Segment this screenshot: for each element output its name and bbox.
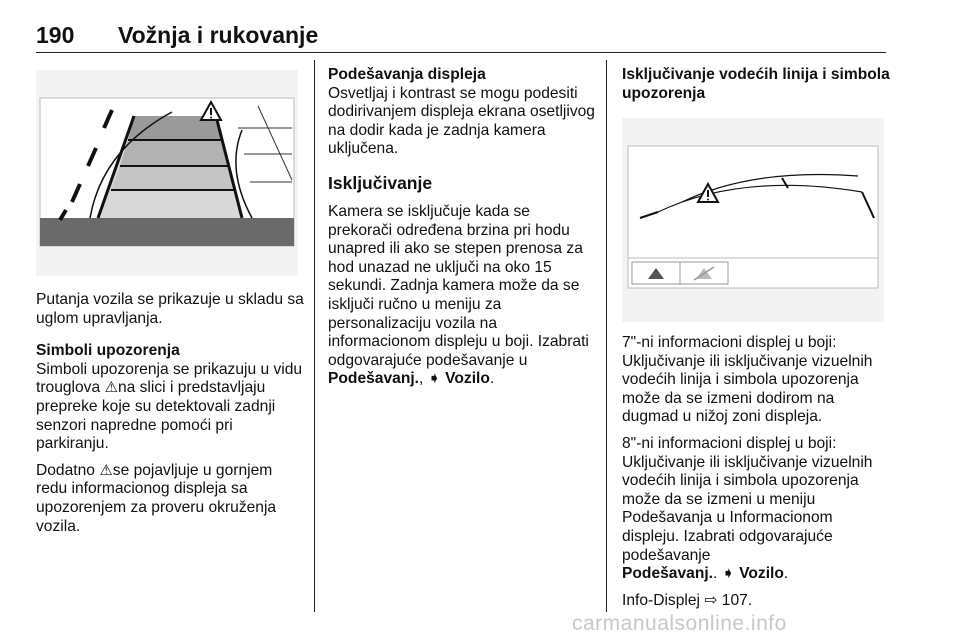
chapter-title: Vožnja i rukovanje	[118, 22, 319, 48]
column-3-body	[622, 334, 890, 618]
menu-arrow-icon: ➧	[721, 565, 735, 583]
menu-arrow-icon: ➧	[427, 370, 441, 388]
menu-end: .	[783, 565, 789, 583]
guidelines-off-button-icon	[680, 262, 728, 284]
watermark: carmanualsonline.info	[572, 612, 787, 635]
menu-separator: ,	[419, 370, 424, 388]
column-1	[36, 291, 304, 544]
guidelines-on-button-icon	[632, 262, 680, 284]
column-divider-2	[606, 60, 607, 612]
menu-vehicle-label: Vozilo	[739, 565, 784, 583]
switch-off-paragraph	[328, 203, 596, 389]
guidelines-heading: Isključivanje vodećih linija i simbola upozorenja	[622, 66, 890, 102]
warning-text-b: na slici i predstavljaju prepreke koje su detektovali zadnji senzori napredne pomoći pri parkiranju.	[36, 379, 276, 453]
display-settings-paragraph	[328, 66, 596, 159]
warning-symbols-paragraph	[36, 342, 304, 454]
reference-paragraph	[622, 592, 890, 611]
display-settings-text: Osvetljaj i kontrast se mogu podesiti dodirivanjem displeja ekrana osetljivog na dodir kada je zadnja kamera uključena.	[328, 84, 595, 158]
display-8in-text: 8"-ni informacioni displej u boji: Uključivanje ili isključivanje vizuelnih vodećih linija i simbola upozorenja može da se izmeni u meniju Podešavanja u Informacionom displeju. Izabrati odgovarajuće podešavanje	[622, 434, 873, 564]
column-2	[328, 66, 596, 397]
menu-settings-label: Podešavanj.	[328, 370, 420, 388]
display-7in-paragraph: 7"-ni informacioni displej u boji: Uključivanje ili isključivanje vizuelnih vodećih linija i simbola upozorenja može da se izmeni dodirom na dugmad u nižoj zoni displeja.	[622, 334, 873, 426]
column-divider-1	[314, 60, 315, 612]
menu-separator: .	[713, 565, 718, 583]
page-number: 190	[36, 22, 75, 48]
menu-end: .	[489, 370, 495, 388]
switch-off-heading: Isključivanje	[328, 172, 433, 193]
page-header	[36, 22, 886, 52]
menu-vehicle-label: Vozilo	[445, 370, 490, 388]
display-8in-paragraph	[622, 435, 890, 584]
additional-text-a: Dodatno	[36, 461, 95, 479]
reference-page: 107.	[721, 591, 753, 609]
warning-text-a: Simboli upozorenja se prikazuju u vidu trouglova	[36, 360, 303, 397]
header-divider	[36, 52, 886, 53]
rear-camera-view-figure	[36, 70, 298, 276]
figure-caption: Putanja vozila se prikazuje u skladu sa uglom upravljanja.	[36, 291, 304, 327]
warning-triangle-icon: ⚠	[104, 379, 118, 397]
warning-triangle-icon: ⚠	[99, 461, 113, 479]
reference-label: Info-Displej	[622, 591, 700, 609]
additional-text-b: se pojavljuje u gornjem redu informacionog displeja sa upozorenjem za proveru okruženja vozila.	[36, 461, 277, 535]
warning-symbols-heading: Simboli upozorenja	[36, 342, 180, 360]
switch-off-text: Kamera se isključuje kada se prekorači određena brzina pri hodu unapred ili ako se stepen prenosa za hod unazad ne uključi na oko 15 sekundi. Zadnja kamera može da se isključi ručno u meniju za personalizaciju vozila na informacionom displeju u boji. Izabrati odgovarajuće podešavanje u	[328, 202, 589, 369]
additional-paragraph	[36, 462, 304, 536]
info-display-figure	[622, 118, 884, 322]
menu-settings-label: Podešavanj.	[622, 565, 714, 583]
column-3	[622, 66, 890, 111]
display-settings-heading: Podešavanja displeja	[328, 66, 486, 83]
page-reference-icon: ⇨	[704, 591, 718, 609]
